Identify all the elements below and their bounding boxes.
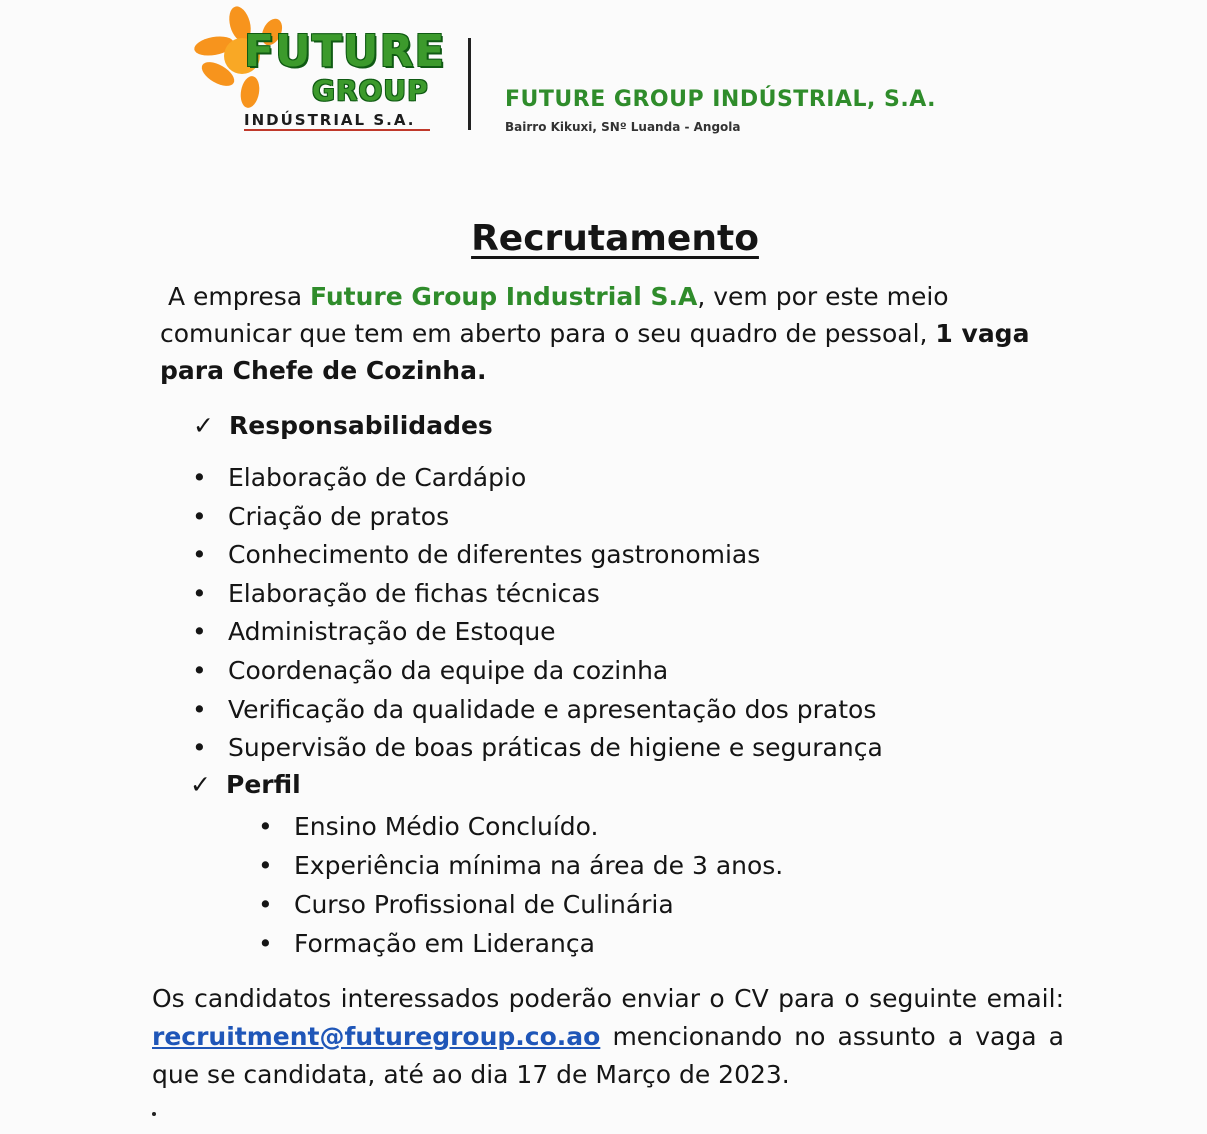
logo-text-group: GROUP <box>312 74 429 107</box>
profile-heading <box>190 770 301 799</box>
closing-text-end: mencionando no assunto a vaga a que se candidata, até ao dia 17 de Março de 2023. <box>152 1022 1064 1089</box>
list-item: • Supervisão de boas práticas de higiene e segurança <box>192 732 883 771</box>
company-logo <box>192 4 446 132</box>
logo-text-future: FUTURE <box>244 26 446 77</box>
list-item: • Curso Profissional de Culinária <box>258 889 783 928</box>
profile-list <box>258 811 783 967</box>
list-item: • Administração de Estoque <box>192 616 883 655</box>
list-item: • Formação em Liderança <box>258 928 783 967</box>
responsibilities-heading-label: Responsabilidades <box>229 411 493 440</box>
logo-text-industrial: INDÚSTRIAL S.A. <box>244 111 416 129</box>
intro-text-middle: , vem por este meio comunicar que tem em aberto para o seu quadro de pessoal, <box>160 282 949 348</box>
company-name: FUTURE GROUP INDÚSTRIAL, S.A. <box>505 87 936 112</box>
header-divider <box>468 38 471 130</box>
closing-text-start: Os candidatos interessados poderão enviar o CV para o seguinte email: <box>152 984 1064 1013</box>
responsibilities-list <box>192 462 883 771</box>
closing-paragraph <box>152 980 1064 1094</box>
logo-underline <box>244 129 430 131</box>
profile-heading-label: Perfil <box>226 770 301 799</box>
email-link[interactable]: recruitment@futuregroup.co.ao <box>152 1022 601 1051</box>
intro-vacancy: 1 vaga para Chefe de Cozinha. <box>160 319 1030 385</box>
list-item: • Experiência mínima na área de 3 anos. <box>258 850 783 889</box>
stray-dot <box>152 1112 156 1116</box>
list-item: • Conhecimento de diferentes gastronomias <box>192 539 883 578</box>
list-item: • Criação de pratos <box>192 501 883 540</box>
check-mark-icon: ✓ <box>193 411 214 440</box>
responsibilities-heading <box>193 411 493 440</box>
list-item: • Elaboração de Cardápio <box>192 462 883 501</box>
list-item: • Elaboração de fichas técnicas <box>192 578 883 617</box>
page-title: Recrutamento <box>471 218 759 259</box>
intro-paragraph <box>160 278 1075 389</box>
list-item: • Ensino Médio Concluído. <box>258 811 783 850</box>
company-address: Bairro Kikuxi, SNº Luanda - Angola <box>505 120 741 134</box>
intro-company-name: Future Group Industrial S.A <box>310 282 698 311</box>
list-item: • Coordenação da equipe da cozinha <box>192 655 883 694</box>
check-mark-icon: ✓ <box>190 770 211 799</box>
list-item: • Verificação da qualidade e apresentação dos pratos <box>192 694 883 733</box>
intro-text-start: A empresa <box>167 282 311 311</box>
